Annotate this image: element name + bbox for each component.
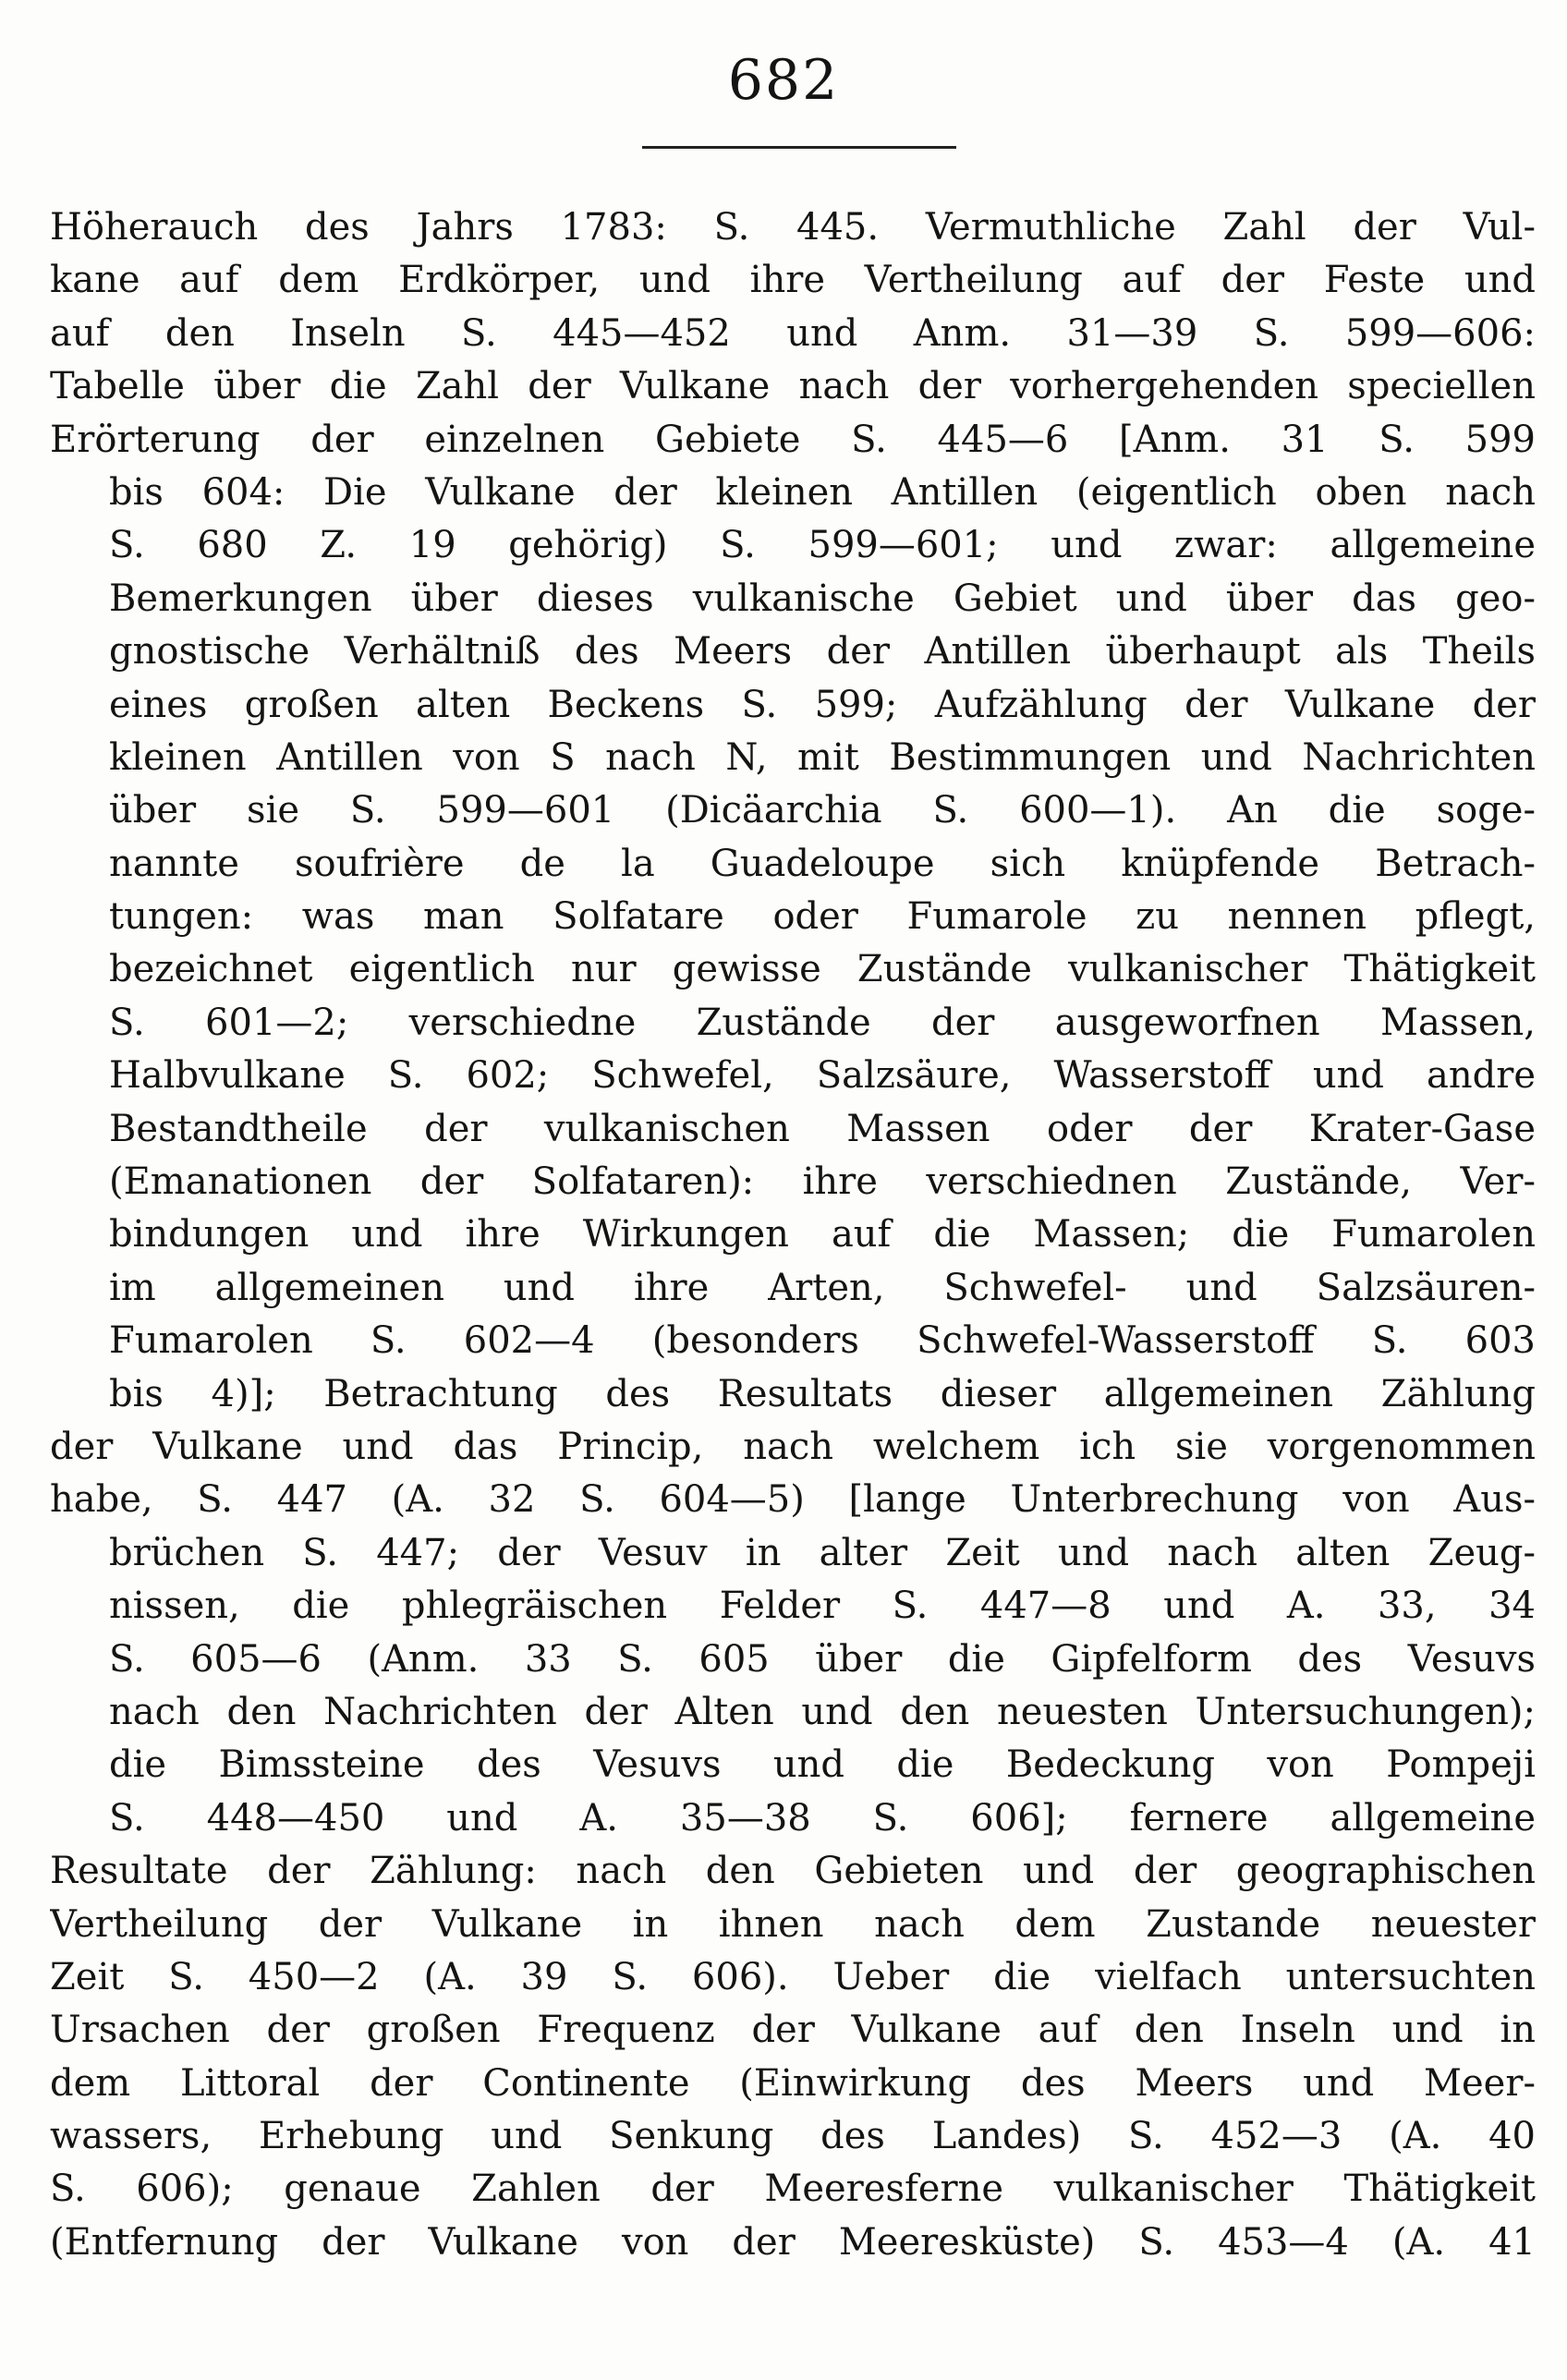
text-line: kane auf dem Erdkörper, und ihre Vertheilung auf der Feste und: [50, 259, 1536, 302]
index-entry-text: [50, 201, 1536, 2269]
text-line: habe, S. 447 (A. 32 S. 604—5) [lange Unterbrechung von Aus-: [50, 1478, 1536, 1522]
text-line: bis 604: Die Vulkane der kleinen Antillen (eigentlich oben nach: [109, 470, 1536, 514]
text-line: dem Littoral der Continente (Einwirkung des Meers und Meer-: [50, 2061, 1536, 2105]
header-rule: [642, 146, 956, 149]
text-line: auf den Inseln S. 445—452 und Anm. 31—39 S. 599—606:: [50, 311, 1536, 355]
text-line: der Vulkane und das Princip, nach welchem ich sie vorgenommen: [50, 1425, 1536, 1468]
text-line: Bestandtheile der vulkanischen Massen oder der Krater-Gase: [109, 1107, 1536, 1150]
page-number: 682: [727, 48, 840, 113]
text-line: brüchen S. 447; der Vesuv in alter Zeit und nach alten Zeug-: [109, 1531, 1536, 1574]
text-line: Tabelle über die Zahl der Vulkane nach der vorhergehenden speciellen: [50, 365, 1536, 408]
text-line: im allgemeinen und ihre Arten, Schwefel- und Salzsäuren-: [109, 1266, 1536, 1309]
text-line: Halbvulkane S. 602; Schwefel, Salzsäure, Wasserstoff und andre: [109, 1054, 1536, 1098]
text-line: (Emanationen der Solfataren): ihre verschiednen Zustände, Ver-: [109, 1160, 1536, 1204]
text-line: Fumarolen S. 602—4 (besonders Schwefel-Wasserstoff S. 603: [109, 1319, 1536, 1363]
text-line: nach den Nachrichten der Alten und den neuesten Untersuchungen);: [109, 1690, 1536, 1733]
text-line: tungen: was man Solfatare oder Fumarole zu nennen pflegt,: [109, 895, 1536, 939]
text-line: S. 680 Z. 19 gehörig) S. 599—601; und zwar: allgemeine: [109, 524, 1536, 567]
text-line: über sie S. 599—601 (Dicäarchia S. 600—1). An die soge-: [109, 789, 1536, 832]
text-line: Resultate der Zählung: nach den Gebieten und der geographischen: [50, 1850, 1536, 1893]
text-line: nannte soufrière de la Guadeloupe sich knüpfende Betrach-: [109, 842, 1536, 885]
text-line: S. 605—6 (Anm. 33 S. 605 über die Gipfelform des Vesuvs: [109, 1637, 1536, 1681]
text-line: S. 448—450 und A. 35—38 S. 606]; fernere allgemeine: [109, 1796, 1536, 1840]
text-line: bis 4)]; Betrachtung des Resultats dieser allgemeinen Zählung: [109, 1372, 1536, 1415]
text-line: bindungen und ihre Wirkungen auf die Massen; die Fumarolen: [109, 1213, 1536, 1257]
text-line: Zeit S. 450—2 (A. 39 S. 606). Ueber die vielfach untersuchten: [50, 1955, 1536, 1998]
text-line: gnostische Verhältniß des Meers der Antillen überhaupt als Theils: [109, 630, 1536, 674]
text-line: (Entfernung der Vulkane von der Meeresküste) S. 453—4 (A. 41: [50, 2220, 1536, 2264]
text-line: die Bimssteine des Vesuvs und die Bedeckung von Pompeji: [109, 1743, 1536, 1787]
text-line: S. 606); genaue Zahlen der Meeresferne vulkanischer Thätigkeit: [50, 2168, 1536, 2211]
text-line: S. 601—2; verschiedne Zustände der ausgeworfnen Massen,: [109, 1001, 1536, 1044]
text-line: Ursachen der großen Frequenz der Vulkane auf den Inseln und in: [50, 2009, 1536, 2052]
text-line: bezeichnet eigentlich nur gewisse Zustände vulkanischer Thätigkeit: [109, 948, 1536, 991]
text-line: kleinen Antillen von S nach N, mit Bestimmungen und Nachrichten: [109, 735, 1536, 779]
text-line: Erörterung der einzelnen Gebiete S. 445—6 [Anm. 31 S. 599: [50, 418, 1536, 461]
text-line: eines großen alten Beckens S. 599; Aufzählung der Vulkane der: [109, 683, 1536, 726]
text-line: Vertheilung der Vulkane in ihnen nach dem Zustande neuester: [50, 1902, 1536, 1946]
text-line: nissen, die phlegräischen Felder S. 447—8 und A. 33, 34: [109, 1585, 1536, 1628]
text-line: Höherauch des Jahrs 1783: S. 445. Vermuthliche Zahl der Vul-: [50, 206, 1536, 249]
text-line: Bemerkungen über dieses vulkanische Gebiet und über das geo-: [109, 577, 1536, 620]
text-line: wassers, Erhebung und Senkung des Landes) S. 452—3 (A. 40: [50, 2115, 1536, 2158]
